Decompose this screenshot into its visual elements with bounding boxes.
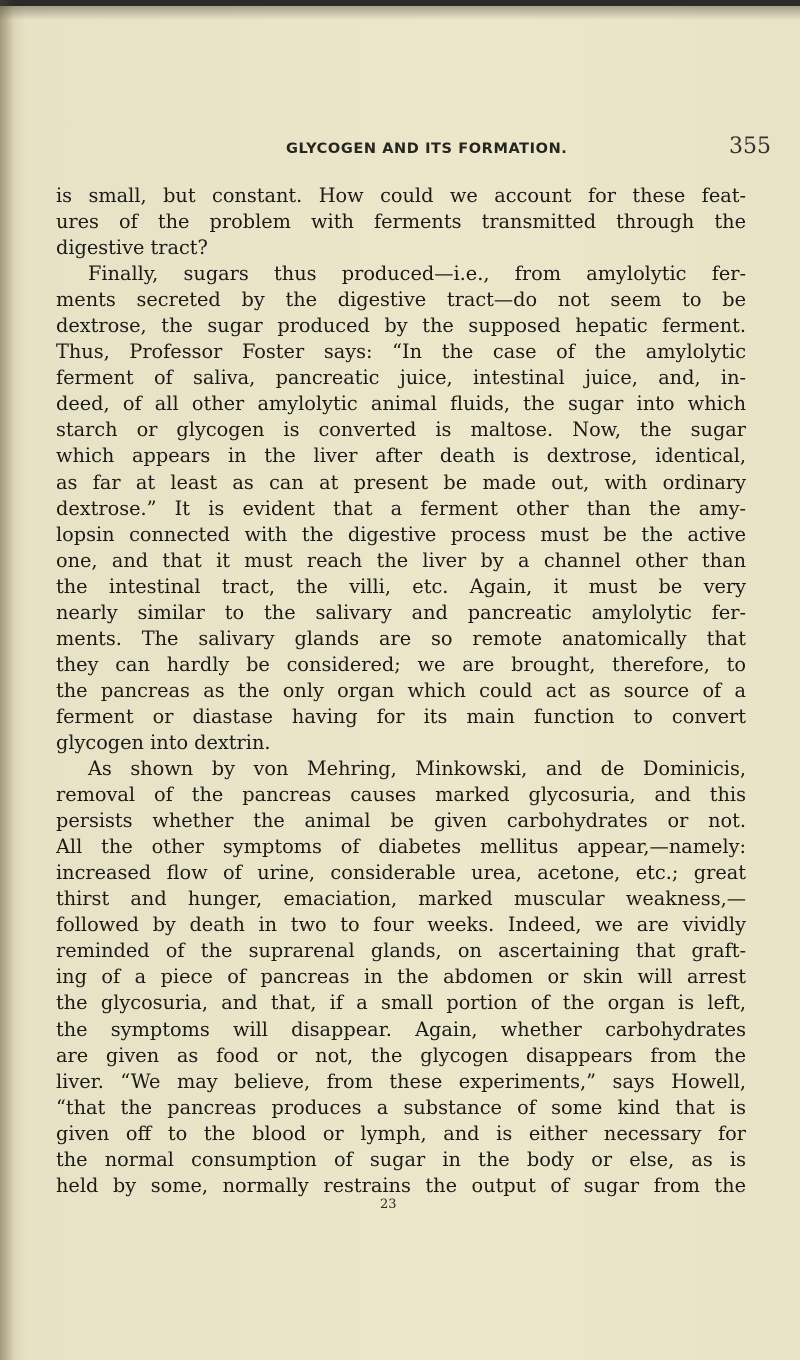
text-line: dextrose.” It is evident that a ferment other than the amy- xyxy=(56,496,746,520)
text-line: they can hardly be considered; we are brought, therefore, to xyxy=(56,652,746,676)
text-line: ments. The salivary glands are so remote anatomically that xyxy=(56,626,746,650)
text-line: followed by death in two to four weeks. Indeed, we are vividly xyxy=(56,913,746,937)
text-line: ures of the problem with ferments transmitted through the xyxy=(56,210,746,234)
text-line: “that the pancreas produces a substance of some kind that is xyxy=(56,1095,746,1119)
text-line: the symptoms will disappear. Again, whether carbohydrates xyxy=(56,1017,746,1041)
text-line: digestive tract? xyxy=(56,236,208,260)
text-line: thirst and hunger, emaciation, marked muscular weakness,— xyxy=(56,887,746,911)
text-line: liver. “We may believe, from these experiments,” says Howell, xyxy=(56,1069,746,1093)
text-line: which appears in the liver after death is dextrose, identical, xyxy=(56,444,746,468)
text-line: given off to the blood or lymph, and is either necessary for xyxy=(56,1121,746,1145)
text-line: Finally, sugars thus produced—i.e., from amylolytic fer- xyxy=(88,262,746,286)
text-line: Thus, Professor Foster says: “In the case of the amylolytic xyxy=(56,340,746,364)
text-line: lopsin connected with the digestive process must be the active xyxy=(56,522,746,546)
page-top-shadow xyxy=(0,6,800,20)
text-line: persists whether the animal be given carbohydrates or not. xyxy=(56,809,746,833)
text-line: the normal consumption of sugar in the body or else, as is xyxy=(56,1147,746,1171)
text-line: ferment or diastase having for its main function to convert xyxy=(56,704,746,728)
page-gutter-shadow xyxy=(0,0,14,1360)
text-line: All the other symptoms of diabetes mellitus appear,—namely: xyxy=(56,835,746,859)
running-head-title: GLYCOGEN AND ITS FORMATION. xyxy=(286,141,568,157)
text-line: deed, of all other amylolytic animal fluids, the sugar into which xyxy=(56,392,746,416)
text-line: the pancreas as the only organ which could act as source of a xyxy=(56,678,746,702)
text-line: increased flow of urine, considerable urea, acetone, etc.; great xyxy=(56,861,746,885)
text-line: are given as food or not, the glycogen disappears from the xyxy=(56,1043,746,1067)
text-line: glycogen into dextrin. xyxy=(56,730,271,754)
text-line: ferment of saliva, pancreatic juice, intestinal juice, and, in- xyxy=(56,366,746,390)
text-line: the glycosuria, and that, if a small portion of the organ is left, xyxy=(56,991,746,1015)
text-line: nearly similar to the salivary and pancreatic amylolytic fer- xyxy=(56,600,746,624)
text-line: ments secreted by the digestive tract—do not seem to be xyxy=(56,288,746,312)
text-line: dextrose, the sugar produced by the supposed hepatic ferment. xyxy=(56,314,746,338)
text-line: as far at least as can at present be made out, with ordinary xyxy=(56,470,746,494)
text-line: reminded of the suprarenal glands, on ascertaining that graft- xyxy=(56,939,746,963)
body-text xyxy=(56,183,746,1199)
text-line: the intestinal tract, the villi, etc. Again, it must be very xyxy=(56,574,746,598)
text-line: held by some, normally restrains the output of sugar from the xyxy=(56,1173,746,1197)
text-line: removal of the pancreas causes marked glycosuria, and this xyxy=(56,783,746,807)
text-line: As shown by von Mehring, Minkowski, and de Dominicis, xyxy=(88,757,746,781)
running-head xyxy=(0,134,800,171)
text-line: ing of a piece of pancreas in the abdomen or skin will arrest xyxy=(56,965,746,989)
signature-mark: 23 xyxy=(380,1197,397,1212)
text-line: is small, but constant. How could we account for these feat- xyxy=(56,184,746,207)
text-line: starch or glycogen is converted is maltose. Now, the sugar xyxy=(56,418,746,442)
text-line: one, and that it must reach the liver by a channel other than xyxy=(56,548,746,572)
page-number: 355 xyxy=(729,134,771,159)
